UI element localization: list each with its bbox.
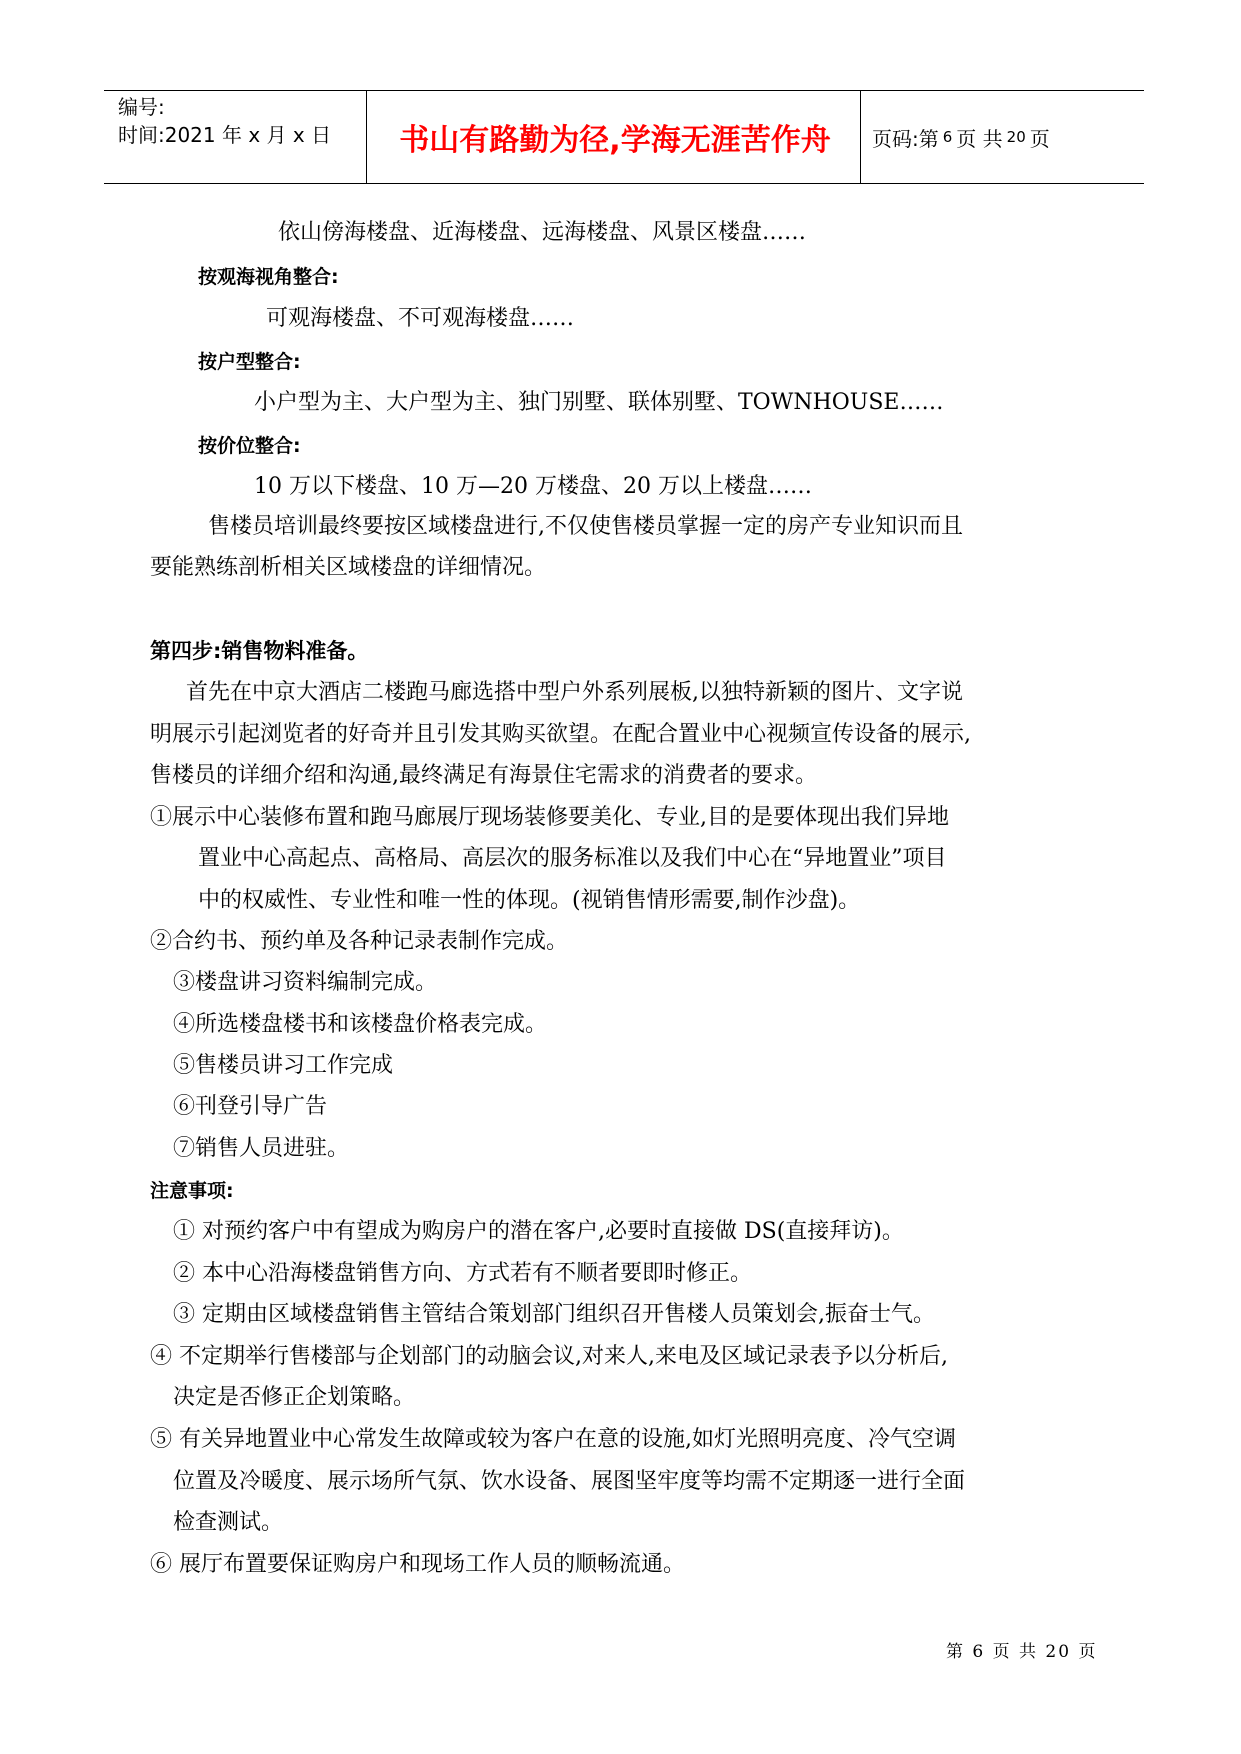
subheading: 按户型整合: (198, 351, 301, 373)
header-divider (366, 91, 367, 183)
note-item: ④ 不定期举行售楼部与企划部门的动脑会议,对来人,来电及区域记录表予以分析后, (150, 1344, 948, 1369)
list-item-continuation: 置业中心高起点、高格局、高层次的服务标准以及我们中心在“异地置业”项目 (198, 846, 947, 871)
note-item: ② 本中心沿海楼盘销售方向、方式若有不顺者要即时修正。 (173, 1261, 752, 1286)
note-item: ③ 定期由区域楼盘销售主管结合策划部门组织召开售楼人员策划会,振奋士气。 (173, 1302, 935, 1327)
paragraph-line: 售楼员培训最终要按区域楼盘进行,不仅使售楼员掌握一定的房产专业知识而且 (208, 514, 963, 539)
body-line: 10 万以下楼盘、10 万—20 万楼盘、20 万以上楼盘…… (254, 474, 812, 499)
note-item-continuation: 决定是否修正企划策略。 (173, 1385, 416, 1410)
paragraph-line: 明展示引起浏览者的好奇并且引发其购买欲望。在配合置业中心视频宣传设备的展示, (150, 722, 971, 747)
page-footer: 第 6 页 共 20 页 (946, 1642, 1098, 1662)
list-item: ⑥刊登引导广告 (173, 1094, 328, 1119)
page-total: 20 (1006, 128, 1026, 146)
list-item: ⑤售楼员讲习工作完成 (173, 1053, 394, 1078)
page-number: 6 (942, 128, 953, 146)
page-suffix: 页 (1029, 126, 1050, 151)
note-item: ⑤ 有关异地置业中心常发生故障或较为客户在意的设施,如灯光照明亮度、冷气空调 (150, 1427, 956, 1452)
list-item: ⑦销售人员进驻。 (173, 1136, 350, 1161)
note-item-continuation: 检查测试。 (173, 1510, 284, 1535)
header-meta (118, 93, 331, 149)
list-item-continuation: 中的权威性、专业性和唯一性的体现。(视销售情形需要,制作沙盘)。 (198, 888, 861, 913)
page-header (104, 90, 1144, 184)
page-number-info (872, 91, 1050, 183)
serial-label: 编号: (118, 95, 165, 119)
header-motto: 书山有路勤为径,学海无涯苦作舟 (399, 123, 831, 158)
list-item: ②合约书、预约单及各种记录表制作完成。 (150, 929, 569, 954)
page-mid: 页 共 (956, 126, 1003, 151)
list-item: ③楼盘讲习资料编制完成。 (173, 970, 438, 995)
paragraph-line: 售楼员的详细介绍和沟通,最终满足有海景住宅需求的消费者的要求。 (150, 763, 817, 788)
body-line: 小户型为主、大户型为主、独门别墅、联体别墅、TOWNHOUSE…… (254, 390, 944, 415)
section-heading: 第四步:销售物料准备。 (150, 639, 369, 663)
body-line: 可观海楼盘、不可观海楼盘…… (266, 306, 575, 331)
note-item-continuation: 位置及冷暖度、展示场所气氛、饮水设备、展图坚牢度等均需不定期逐一进行全面 (173, 1469, 966, 1494)
paragraph-line: 要能熟练剖析相关区域楼盘的详细情况。 (150, 555, 547, 580)
page-prefix: 页码:第 (872, 126, 939, 151)
paragraph-line: 首先在中京大酒店二楼跑马廊选搭中型户外系列展板,以独特新颖的图片、文字说 (186, 680, 963, 705)
note-item: ⑥ 展厅布置要保证购房户和现场工作人员的顺畅流通。 (150, 1552, 685, 1577)
header-divider (860, 91, 861, 183)
list-item: ④所选楼盘楼书和该楼盘价格表完成。 (173, 1012, 548, 1037)
list-item: ①展示中心装修布置和跑马廊展厅现场装修要美化、专业,目的是要体现出我们异地 (150, 805, 949, 830)
subheading: 按价位整合: (198, 435, 301, 457)
note-item: ① 对预约客户中有望成为购房户的潜在客户,必要时直接做 DS(直接拜访)。 (173, 1219, 904, 1244)
subheading: 按观海视角整合: (198, 266, 339, 288)
body-line: 依山傍海楼盘、近海楼盘、远海楼盘、风景区楼盘…… (278, 220, 807, 245)
date-label: 时间:2021 年 x 月 x 日 (118, 123, 332, 147)
notes-heading: 注意事项: (150, 1180, 234, 1202)
